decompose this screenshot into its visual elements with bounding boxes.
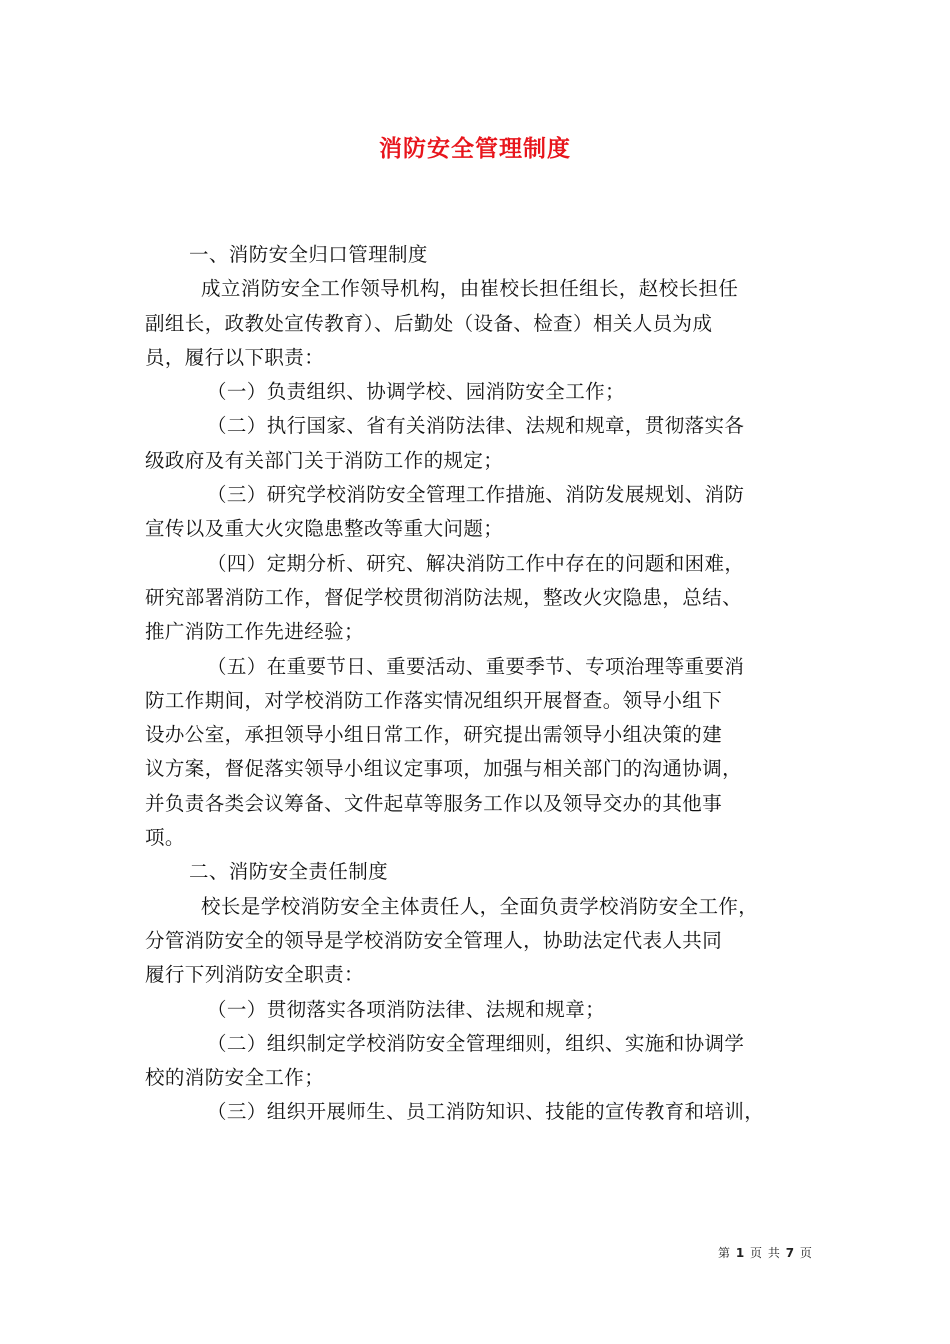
list-item-line: （一）贯彻落实各项消防法律、法规和规章； bbox=[207, 997, 606, 1021]
total-pages-number: 7 bbox=[785, 1246, 796, 1260]
list-item-line: 议方案，督促落实领导小组议定事项，加强与相关部门的沟通协调， bbox=[145, 757, 743, 781]
list-item-line: （二）组织制定学校消防安全管理细则，组织、实施和协调学 bbox=[207, 1031, 745, 1055]
list-item-line: （二）执行国家、省有关消防法律、法规和规章，贯彻落实各 bbox=[207, 414, 745, 438]
list-item-line: 级政府及有关部门关于消防工作的规定； bbox=[145, 448, 504, 472]
list-item-line: （五）在重要节日、重要活动、重要季节、专项治理等重要消 bbox=[207, 654, 745, 678]
list-item-line: （四）定期分析、研究、解决消防工作中存在的问题和困难， bbox=[207, 551, 745, 575]
list-item-line: 并负责各类会议筹备、文件起草等服务工作以及领导交办的其他事 bbox=[145, 791, 723, 815]
list-item-line: （三）研究学校消防安全管理工作措施、消防发展规划、消防 bbox=[207, 483, 745, 507]
list-item-line: 设办公室，承担领导小组日常工作，研究提出需领导小组决策的建 bbox=[145, 723, 723, 747]
current-page-number: 1 bbox=[735, 1246, 746, 1260]
paragraph-line: 成立消防安全工作领导机构，由崔校长担任组长，赵校长担任 bbox=[201, 277, 739, 301]
footer-mid: 页 共 bbox=[750, 1246, 781, 1260]
paragraph-line: 副组长，政教处宣传教育）、后勤处（设备、检查）相关人员为成 bbox=[145, 311, 713, 335]
document-body bbox=[145, 238, 815, 1130]
list-item-line: 项。 bbox=[145, 826, 185, 850]
list-item-line: 防工作期间，对学校消防工作落实情况组织开展督查。领导小组下 bbox=[145, 688, 723, 712]
footer-suffix: 页 bbox=[799, 1246, 813, 1260]
list-item-line: 研究部署消防工作，督促学校贯彻消防法规，整改火灾隐患，总结、 bbox=[145, 585, 743, 609]
section-heading-2: 二、消防安全责任制度 bbox=[189, 860, 389, 884]
footer-prefix: 第 bbox=[718, 1246, 732, 1260]
section-heading-1: 一、消防安全归口管理制度 bbox=[189, 243, 428, 266]
document-title: 消防安全管理制度 bbox=[379, 135, 571, 162]
paragraph-line: 校长是学校消防安全主体责任人，全面负责学校消防安全工作， bbox=[201, 894, 759, 918]
list-item-line: （一）负责组织、协调学校、园消防安全工作； bbox=[207, 380, 625, 404]
list-item-line: 推广消防工作先进经验； bbox=[145, 620, 364, 644]
list-item-line: 校的消防安全工作； bbox=[145, 1066, 325, 1090]
list-item-line: （三）组织开展师生、员工消防知识、技能的宣传教育和培训， bbox=[207, 1100, 765, 1124]
paragraph-line: 履行下列消防安全职责： bbox=[145, 963, 364, 987]
paragraph-line: 分管消防安全的领导是学校消防安全管理人，协助法定代表人共同 bbox=[145, 928, 723, 952]
list-item-line: 宣传以及重大火灾隐患整改等重大问题； bbox=[145, 517, 504, 541]
page-number-footer bbox=[718, 1244, 813, 1261]
paragraph-line: 员，履行以下职责： bbox=[145, 345, 325, 369]
